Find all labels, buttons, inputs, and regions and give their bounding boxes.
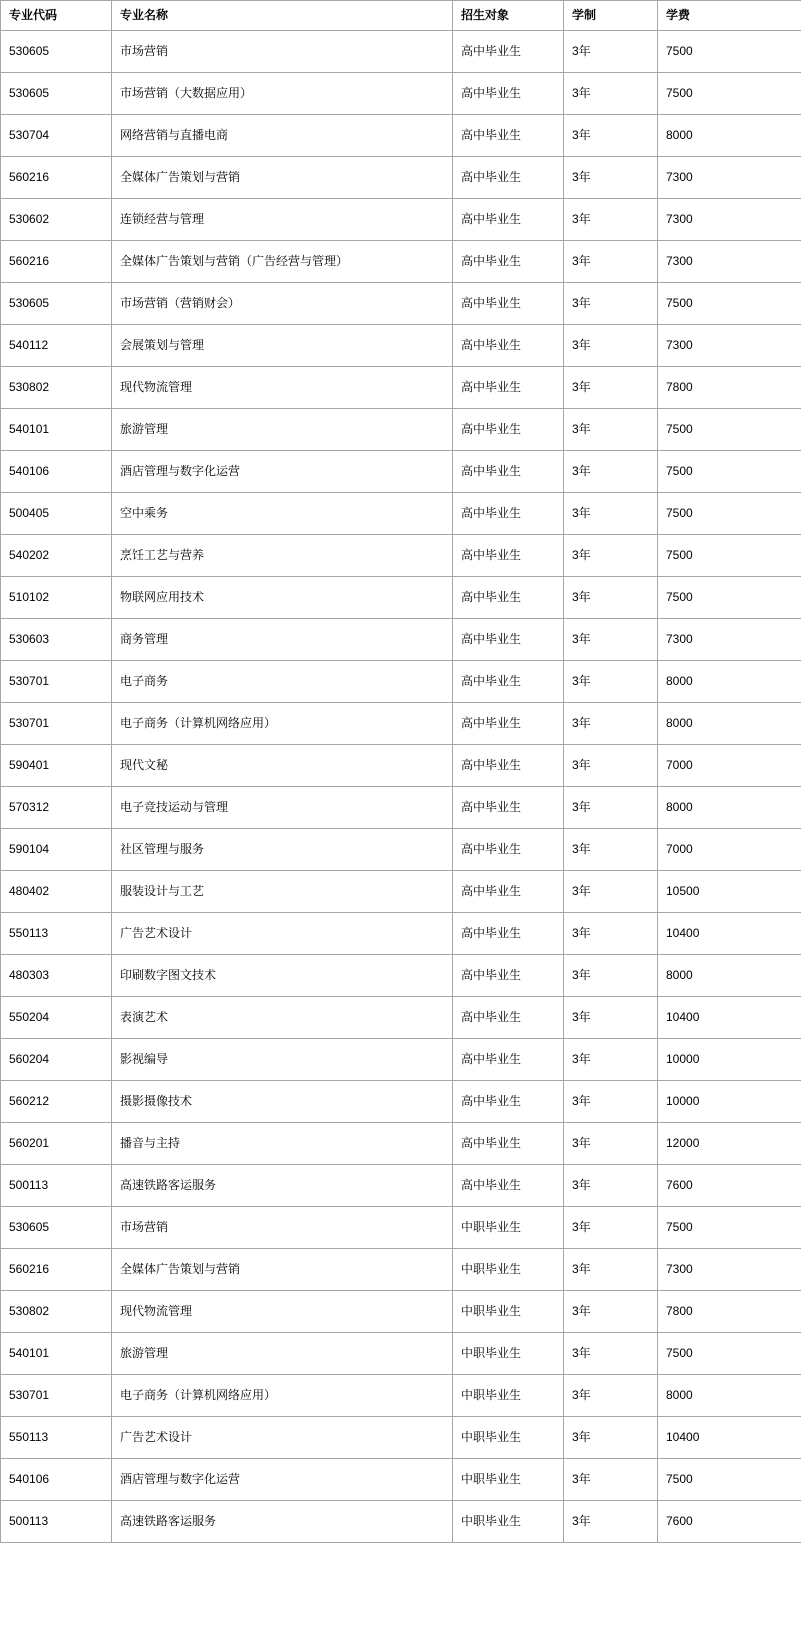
cell-tuition-fee: 8000: [658, 955, 801, 997]
table-row: [1, 997, 801, 1039]
cell-major-name: 全媒体广告策划与营销（广告经营与管理）: [112, 241, 453, 283]
table-row: [1, 1123, 801, 1165]
cell-enrollment-target: 高中毕业生: [453, 619, 564, 661]
cell-major-name: 旅游管理: [112, 409, 453, 451]
cell-program-length: 3年: [564, 31, 658, 73]
cell-tuition-fee: 7300: [658, 325, 801, 367]
cell-major-name: 会展策划与管理: [112, 325, 453, 367]
cell-enrollment-target: 中职毕业生: [453, 1375, 564, 1417]
cell-enrollment-target: 高中毕业生: [453, 283, 564, 325]
cell-program-length: 3年: [564, 745, 658, 787]
cell-major-name: 表演艺术: [112, 997, 453, 1039]
cell-program-length: 3年: [564, 283, 658, 325]
cell-program-length: 3年: [564, 1333, 658, 1375]
table-row: [1, 1039, 801, 1081]
table-row: [1, 913, 801, 955]
table-row: [1, 283, 801, 325]
cell-tuition-fee: 7300: [658, 157, 801, 199]
cell-major-code: 530704: [1, 115, 112, 157]
cell-program-length: 3年: [564, 1375, 658, 1417]
table-header: [1, 1, 801, 31]
cell-enrollment-target: 高中毕业生: [453, 451, 564, 493]
cell-tuition-fee: 7500: [658, 283, 801, 325]
cell-major-name: 社区管理与服务: [112, 829, 453, 871]
cell-enrollment-target: 高中毕业生: [453, 577, 564, 619]
cell-program-length: 3年: [564, 367, 658, 409]
cell-program-length: 3年: [564, 1123, 658, 1165]
cell-major-name: 网络营销与直播电商: [112, 115, 453, 157]
cell-tuition-fee: 7300: [658, 199, 801, 241]
table-row: [1, 241, 801, 283]
cell-program-length: 3年: [564, 1501, 658, 1543]
cell-program-length: 3年: [564, 787, 658, 829]
cell-program-length: 3年: [564, 157, 658, 199]
cell-major-name: 市场营销（大数据应用）: [112, 73, 453, 115]
table-row: [1, 1207, 801, 1249]
cell-major-code: 550113: [1, 913, 112, 955]
cell-enrollment-target: 中职毕业生: [453, 1501, 564, 1543]
cell-major-code: 560201: [1, 1123, 112, 1165]
column-header-fee: 学费: [658, 1, 801, 31]
cell-program-length: 3年: [564, 115, 658, 157]
cell-program-length: 3年: [564, 241, 658, 283]
cell-enrollment-target: 高中毕业生: [453, 157, 564, 199]
cell-tuition-fee: 8000: [658, 661, 801, 703]
cell-tuition-fee: 7500: [658, 451, 801, 493]
cell-major-name: 现代物流管理: [112, 1291, 453, 1333]
cell-major-code: 560216: [1, 1249, 112, 1291]
table-row: [1, 31, 801, 73]
cell-program-length: 3年: [564, 409, 658, 451]
table-row: [1, 703, 801, 745]
cell-major-code: 530701: [1, 703, 112, 745]
cell-major-code: 510102: [1, 577, 112, 619]
cell-tuition-fee: 7600: [658, 1165, 801, 1207]
cell-program-length: 3年: [564, 493, 658, 535]
cell-enrollment-target: 高中毕业生: [453, 1165, 564, 1207]
table-row: [1, 787, 801, 829]
cell-program-length: 3年: [564, 1039, 658, 1081]
cell-program-length: 3年: [564, 913, 658, 955]
cell-tuition-fee: 10400: [658, 1417, 801, 1459]
cell-major-name: 烹饪工艺与营养: [112, 535, 453, 577]
cell-enrollment-target: 高中毕业生: [453, 199, 564, 241]
cell-major-code: 480402: [1, 871, 112, 913]
cell-major-name: 现代文秘: [112, 745, 453, 787]
cell-major-code: 590104: [1, 829, 112, 871]
cell-enrollment-target: 高中毕业生: [453, 787, 564, 829]
table-row: [1, 619, 801, 661]
cell-enrollment-target: 高中毕业生: [453, 661, 564, 703]
cell-enrollment-target: 高中毕业生: [453, 871, 564, 913]
cell-major-code: 530605: [1, 73, 112, 115]
table-row: [1, 1459, 801, 1501]
cell-tuition-fee: 7500: [658, 1207, 801, 1249]
cell-major-code: 530701: [1, 661, 112, 703]
cell-major-code: 530603: [1, 619, 112, 661]
cell-major-name: 高速铁路客运服务: [112, 1165, 453, 1207]
table-body: [1, 31, 801, 1543]
cell-program-length: 3年: [564, 661, 658, 703]
cell-program-length: 3年: [564, 1207, 658, 1249]
cell-major-name: 广告艺术设计: [112, 1417, 453, 1459]
cell-major-code: 540101: [1, 409, 112, 451]
cell-enrollment-target: 中职毕业生: [453, 1207, 564, 1249]
cell-program-length: 3年: [564, 703, 658, 745]
column-header-length: 学制: [564, 1, 658, 31]
cell-major-name: 高速铁路客运服务: [112, 1501, 453, 1543]
cell-program-length: 3年: [564, 619, 658, 661]
cell-major-code: 550113: [1, 1417, 112, 1459]
cell-major-code: 560204: [1, 1039, 112, 1081]
cell-major-name: 市场营销（营销财会）: [112, 283, 453, 325]
cell-enrollment-target: 高中毕业生: [453, 367, 564, 409]
cell-enrollment-target: 高中毕业生: [453, 73, 564, 115]
cell-major-code: 560216: [1, 241, 112, 283]
cell-enrollment-target: 高中毕业生: [453, 1039, 564, 1081]
cell-program-length: 3年: [564, 325, 658, 367]
cell-tuition-fee: 8000: [658, 703, 801, 745]
cell-major-name: 现代物流管理: [112, 367, 453, 409]
cell-major-name: 市场营销: [112, 31, 453, 73]
column-header-code: 专业代码: [1, 1, 112, 31]
cell-tuition-fee: 7300: [658, 241, 801, 283]
table-row: [1, 367, 801, 409]
table-row: [1, 325, 801, 367]
cell-tuition-fee: 10000: [658, 1039, 801, 1081]
cell-program-length: 3年: [564, 577, 658, 619]
table-row: [1, 1417, 801, 1459]
cell-major-name: 电子商务: [112, 661, 453, 703]
cell-program-length: 3年: [564, 73, 658, 115]
table-row: [1, 577, 801, 619]
table-row: [1, 745, 801, 787]
cell-major-code: 530605: [1, 1207, 112, 1249]
cell-tuition-fee: 8000: [658, 1375, 801, 1417]
cell-enrollment-target: 高中毕业生: [453, 241, 564, 283]
cell-major-code: 540112: [1, 325, 112, 367]
cell-major-name: 酒店管理与数字化运营: [112, 451, 453, 493]
cell-tuition-fee: 7500: [658, 1333, 801, 1375]
cell-enrollment-target: 高中毕业生: [453, 493, 564, 535]
cell-enrollment-target: 高中毕业生: [453, 955, 564, 997]
cell-tuition-fee: 7300: [658, 619, 801, 661]
column-header-name: 专业名称: [112, 1, 453, 31]
table-row: [1, 955, 801, 997]
cell-tuition-fee: 7000: [658, 829, 801, 871]
table-row: [1, 451, 801, 493]
cell-enrollment-target: 高中毕业生: [453, 535, 564, 577]
cell-tuition-fee: 7800: [658, 367, 801, 409]
cell-program-length: 3年: [564, 1081, 658, 1123]
cell-enrollment-target: 高中毕业生: [453, 31, 564, 73]
cell-major-code: 560216: [1, 157, 112, 199]
cell-enrollment-target: 高中毕业生: [453, 829, 564, 871]
cell-enrollment-target: 中职毕业生: [453, 1333, 564, 1375]
cell-program-length: 3年: [564, 955, 658, 997]
table-row: [1, 409, 801, 451]
cell-enrollment-target: 高中毕业生: [453, 115, 564, 157]
table-row: [1, 1291, 801, 1333]
table-row: [1, 1081, 801, 1123]
cell-major-name: 物联网应用技术: [112, 577, 453, 619]
cell-tuition-fee: 7300: [658, 1249, 801, 1291]
cell-program-length: 3年: [564, 199, 658, 241]
cell-major-name: 印刷数字图文技术: [112, 955, 453, 997]
cell-major-code: 540106: [1, 1459, 112, 1501]
table-row: [1, 829, 801, 871]
table-row: [1, 157, 801, 199]
cell-major-name: 商务管理: [112, 619, 453, 661]
cell-tuition-fee: 7500: [658, 577, 801, 619]
cell-program-length: 3年: [564, 1417, 658, 1459]
table-row: [1, 1375, 801, 1417]
cell-program-length: 3年: [564, 829, 658, 871]
cell-enrollment-target: 中职毕业生: [453, 1417, 564, 1459]
table-row: [1, 115, 801, 157]
cell-program-length: 3年: [564, 1459, 658, 1501]
table-row: [1, 871, 801, 913]
cell-major-code: 500113: [1, 1165, 112, 1207]
table-row: [1, 535, 801, 577]
cell-tuition-fee: 10400: [658, 997, 801, 1039]
cell-enrollment-target: 高中毕业生: [453, 703, 564, 745]
cell-major-name: 影视编导: [112, 1039, 453, 1081]
cell-tuition-fee: 7000: [658, 745, 801, 787]
cell-tuition-fee: 10000: [658, 1081, 801, 1123]
cell-tuition-fee: 7800: [658, 1291, 801, 1333]
cell-tuition-fee: 7500: [658, 1459, 801, 1501]
cell-tuition-fee: 7500: [658, 409, 801, 451]
cell-major-code: 500405: [1, 493, 112, 535]
cell-enrollment-target: 高中毕业生: [453, 913, 564, 955]
cell-enrollment-target: 高中毕业生: [453, 997, 564, 1039]
cell-program-length: 3年: [564, 451, 658, 493]
column-header-target: 招生对象: [453, 1, 564, 31]
cell-major-name: 摄影摄像技术: [112, 1081, 453, 1123]
table-row: [1, 73, 801, 115]
cell-tuition-fee: 7600: [658, 1501, 801, 1543]
cell-program-length: 3年: [564, 1249, 658, 1291]
cell-major-code: 530802: [1, 1291, 112, 1333]
cell-major-code: 570312: [1, 787, 112, 829]
cell-major-code: 540202: [1, 535, 112, 577]
table-row: [1, 493, 801, 535]
cell-major-code: 540101: [1, 1333, 112, 1375]
cell-major-code: 530701: [1, 1375, 112, 1417]
cell-major-code: 530605: [1, 31, 112, 73]
cell-enrollment-target: 高中毕业生: [453, 325, 564, 367]
cell-major-name: 空中乘务: [112, 493, 453, 535]
cell-major-name: 旅游管理: [112, 1333, 453, 1375]
cell-enrollment-target: 中职毕业生: [453, 1249, 564, 1291]
cell-major-name: 连锁经营与管理: [112, 199, 453, 241]
table-row: [1, 661, 801, 703]
cell-major-code: 530602: [1, 199, 112, 241]
cell-major-code: 500113: [1, 1501, 112, 1543]
cell-tuition-fee: 10400: [658, 913, 801, 955]
cell-major-name: 全媒体广告策划与营销: [112, 157, 453, 199]
cell-enrollment-target: 中职毕业生: [453, 1291, 564, 1333]
cell-program-length: 3年: [564, 871, 658, 913]
cell-enrollment-target: 高中毕业生: [453, 1123, 564, 1165]
cell-program-length: 3年: [564, 1291, 658, 1333]
cell-major-code: 560212: [1, 1081, 112, 1123]
cell-major-name: 服装设计与工艺: [112, 871, 453, 913]
table-row: [1, 1501, 801, 1543]
cell-tuition-fee: 10500: [658, 871, 801, 913]
cell-enrollment-target: 中职毕业生: [453, 1459, 564, 1501]
cell-enrollment-target: 高中毕业生: [453, 409, 564, 451]
table-row: [1, 1333, 801, 1375]
cell-program-length: 3年: [564, 997, 658, 1039]
cell-major-code: 530802: [1, 367, 112, 409]
cell-major-code: 480303: [1, 955, 112, 997]
cell-major-name: 广告艺术设计: [112, 913, 453, 955]
cell-major-name: 酒店管理与数字化运营: [112, 1459, 453, 1501]
cell-major-code: 590401: [1, 745, 112, 787]
cell-tuition-fee: 7500: [658, 535, 801, 577]
cell-major-name: 电子商务（计算机网络应用）: [112, 1375, 453, 1417]
cell-program-length: 3年: [564, 1165, 658, 1207]
cell-enrollment-target: 高中毕业生: [453, 1081, 564, 1123]
cell-tuition-fee: 7500: [658, 31, 801, 73]
cell-major-code: 540106: [1, 451, 112, 493]
cell-enrollment-target: 高中毕业生: [453, 745, 564, 787]
cell-major-code: 550204: [1, 997, 112, 1039]
cell-tuition-fee: 8000: [658, 787, 801, 829]
cell-major-name: 电子竞技运动与管理: [112, 787, 453, 829]
table-row: [1, 199, 801, 241]
cell-tuition-fee: 12000: [658, 1123, 801, 1165]
cell-program-length: 3年: [564, 535, 658, 577]
table-header-row: [1, 1, 801, 31]
cell-major-name: 播音与主持: [112, 1123, 453, 1165]
cell-tuition-fee: 8000: [658, 115, 801, 157]
table-row: [1, 1249, 801, 1291]
cell-major-name: 全媒体广告策划与营销: [112, 1249, 453, 1291]
table-row: [1, 1165, 801, 1207]
cell-major-code: 530605: [1, 283, 112, 325]
cell-major-name: 市场营销: [112, 1207, 453, 1249]
cell-tuition-fee: 7500: [658, 493, 801, 535]
cell-tuition-fee: 7500: [658, 73, 801, 115]
cell-major-name: 电子商务（计算机网络应用）: [112, 703, 453, 745]
